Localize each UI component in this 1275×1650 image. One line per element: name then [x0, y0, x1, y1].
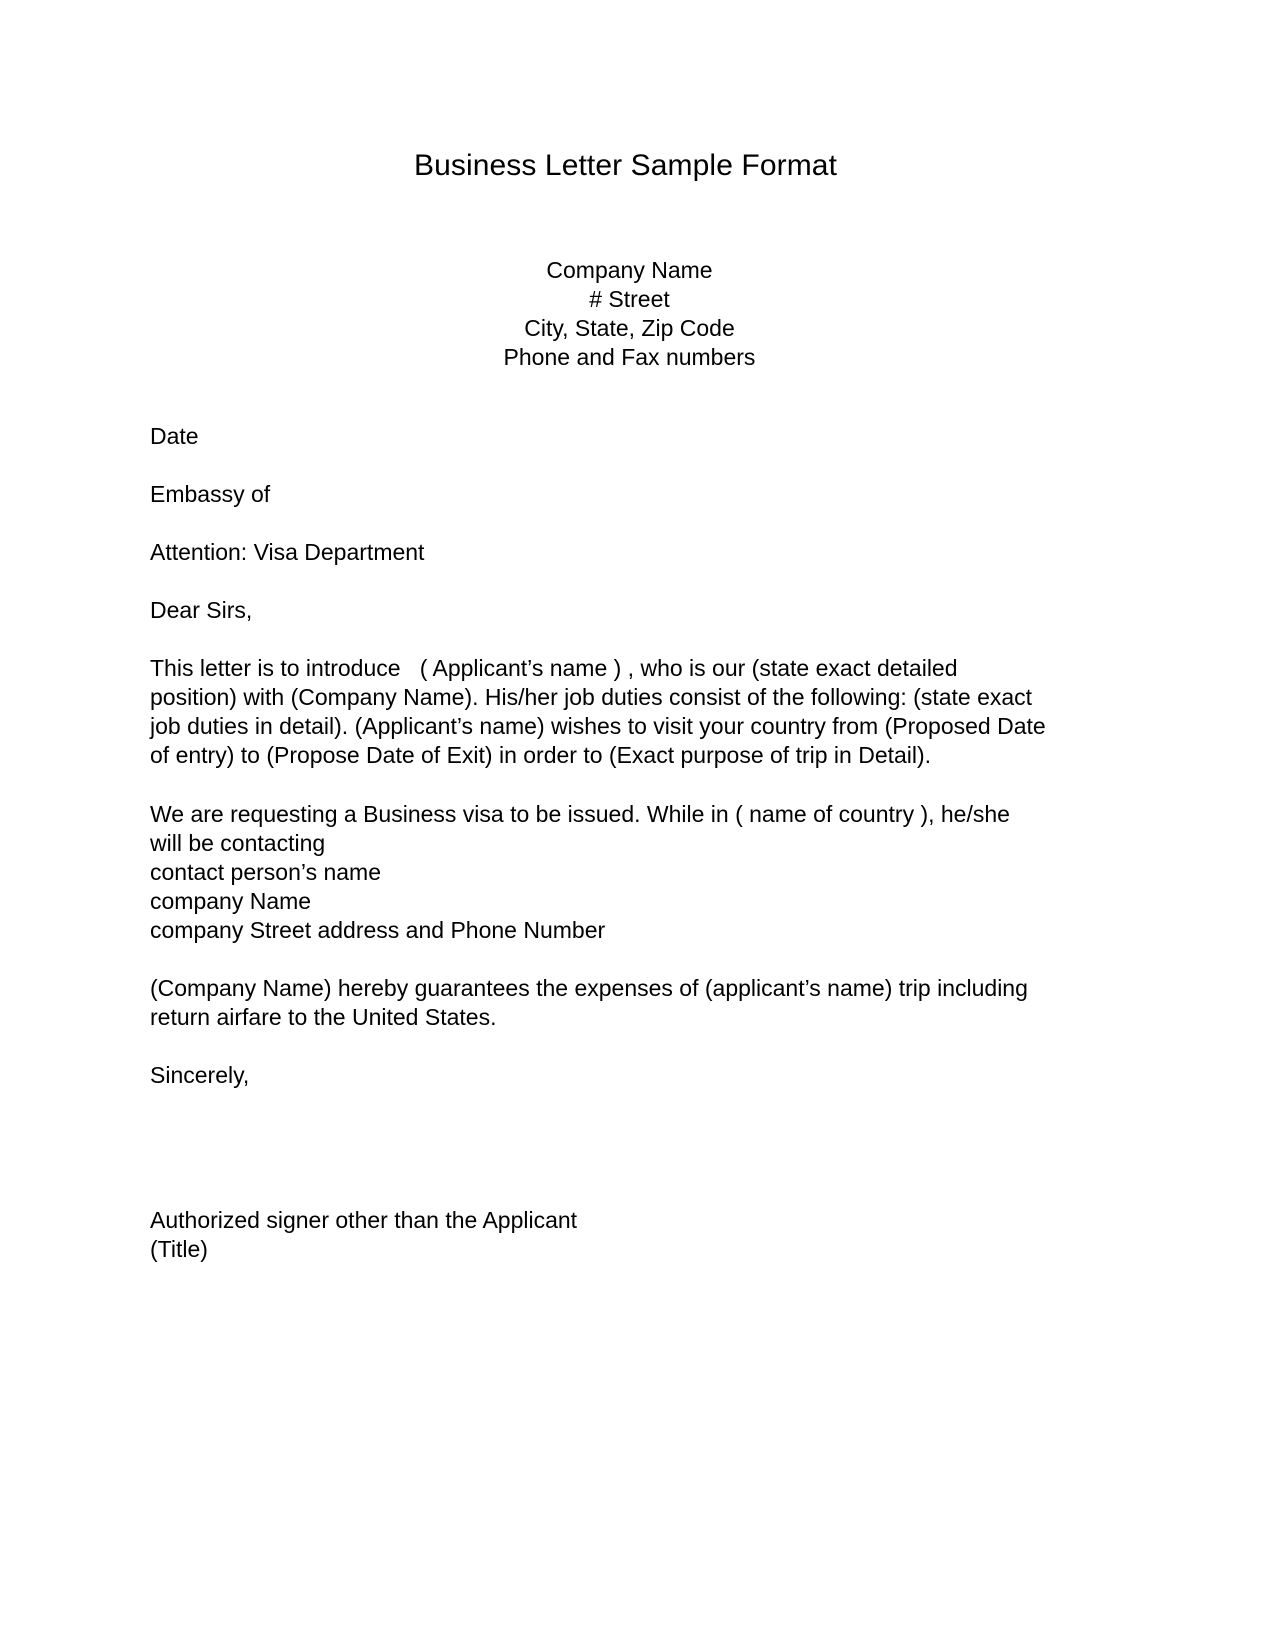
paragraph-visa-request [150, 800, 1150, 945]
phone-fax-line: Phone and Fax numbers [503, 344, 756, 370]
paragraph-line: return airfare to the United States. [150, 1004, 497, 1030]
signer-title-line: (Title) [150, 1236, 208, 1262]
paragraph-line: will be contacting [150, 830, 326, 856]
paragraph-line: position) with (Company Name). His/her job duties consist of the following: (state exact [150, 684, 1033, 710]
company-name-line: Company Name [546, 257, 713, 283]
recipient-line [150, 480, 1150, 509]
signer-line: Authorized signer other than the Applicant [150, 1207, 578, 1233]
closing [150, 1061, 1150, 1090]
paragraph-line: This letter is to introduce ( Applicant’s name ) , who is our (state exact detailed [150, 655, 958, 681]
contact-company-line: company Name [150, 888, 312, 914]
salutation [150, 596, 1150, 625]
contact-person-line: contact person’s name [150, 859, 381, 885]
attention-line [150, 538, 1150, 567]
date-line [150, 422, 1150, 451]
signature-block [150, 1206, 1150, 1264]
date-text: Date [150, 423, 199, 449]
paragraph-introduction [150, 654, 1150, 770]
paragraph-line: (Company Name) hereby guarantees the expenses of (applicant’s name) trip including [150, 975, 1028, 1001]
paragraph-line: of entry) to (Propose Date of Exit) in order to (Exact purpose of trip in Detail). [150, 742, 932, 768]
contact-address-line: company Street address and Phone Number [150, 917, 606, 943]
company-address-block [0, 256, 1275, 372]
paragraph-line: We are requesting a Business visa to be issued. While in ( name of country ), he/she [150, 801, 1010, 827]
document-title-text: Business Letter Sample Format [413, 149, 838, 182]
street-line: # Street [589, 286, 670, 312]
paragraph-line: job duties in detail). (Applicant’s name) wishes to visit your country from (Proposed Date [150, 713, 1046, 739]
document-title [0, 148, 1275, 184]
closing-text: Sincerely, [150, 1062, 250, 1088]
city-state-zip-line: City, State, Zip Code [524, 315, 735, 341]
attention-text: Attention: Visa Department [150, 539, 425, 565]
recipient-text: Embassy of [150, 481, 271, 507]
salutation-text: Dear Sirs, [150, 597, 253, 623]
paragraph-guarantee [150, 974, 1150, 1032]
